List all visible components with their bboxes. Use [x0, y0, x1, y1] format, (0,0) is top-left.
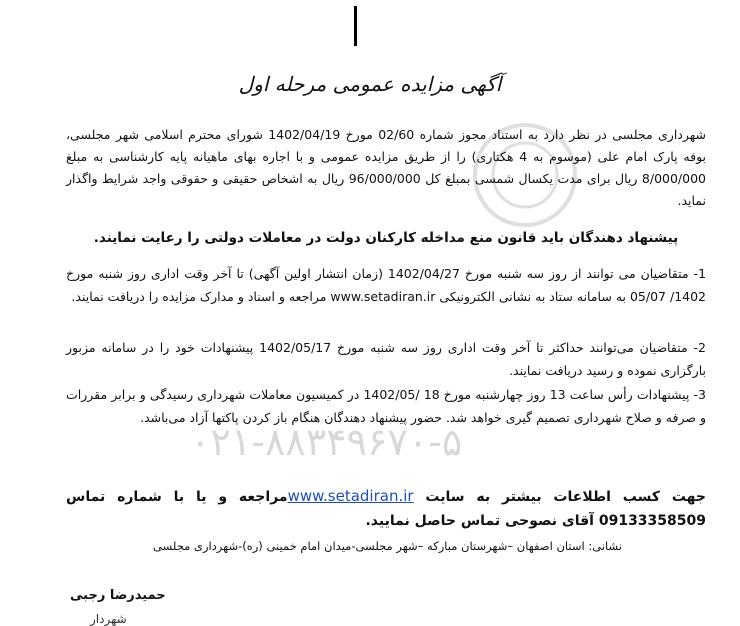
contact-text-before: جهت کسب اطلاعات بیشتر به سایت	[413, 489, 706, 505]
contact-paragraph	[66, 484, 706, 533]
condition-item-3: 3- پیشنهادات رأس ساعت 13 روز چهارشنبه مورخ 18 /1402/05 در کمیسیون معاملات شهرداری رسیدگی و برابر مقررات و صرفه و صلاح شهرداری تصمیم گیری خواهد شد. حضور پیشنهاد دهندگان هنگام باز کردن پاکتها آزاد می‌باشد.	[66, 387, 706, 425]
address-line: نشانی: استان اصفهان –شهرستان مبارکه –شهر مجلسی-میدان امام خمینی (ره)-شهرداری مجلسی	[153, 539, 622, 553]
notice-title: آگهی مزایده عمومی مرحله اول	[238, 72, 502, 96]
contact-text-after: مراجعه و یا با شماره تماس 09133358509 آقای نصوحی تماس حاصل نمایید.	[66, 489, 706, 529]
watermark-phone: ۰۲۱-۸۸۳۴۹۶۷۰-۵	[190, 420, 463, 464]
condition-item-1: 1- متقاضیان می توانند از روز سه شنبه مورخ 1402/04/27 (زمان انتشار اولین آگهی) تا آخر وقت اداری روز شنبه مورخ 1402/ 05/07 به سامانه ستاد به نشانی الکترونیکی www.setadiran.ir مراجعه و اسناد و مدارک مزایده را دریافت نمایند.	[66, 266, 707, 304]
signer-name: حمیدرضا رجبی	[70, 588, 166, 603]
setadiran-link[interactable]: www.setadiran.ir	[287, 487, 414, 505]
signer-title: شهردار	[90, 612, 127, 626]
condition-item-2: 2- متقاضیان می‌توانند حداکثر تا آخر وقت اداری روز سه شنبه مورخ 1402/05/17 پیشنهادات خود را در سامانه مزبور بارگزاری نموده و رسید دریافت نمایند.	[66, 340, 706, 378]
regulation-note: پیشنهاد دهندگان باید قانون منع مداخله کارکنان دولت در معاملات دولتی را رعایت نمایند.	[93, 230, 679, 246]
intro-paragraph: شهرداری مجلسی در نظر دارد به استناد مجوز شماره 02/60 مورخ 1402/04/19 شورای محترم اسلامی شهر مجلسی، بوفه پارک امام علی (موسوم به 4 هکتاری) را از طریق مزایده عمومی و با اجاره بهای ماهیانه پایه کارشناسی به مبلغ 8/000/000 ریال برای مدت یکسال شمسی بمبلغ کل 96/000/000 ریال به اشخاص حقیقی و حقوقی واجد شرایط واگذار نماید.	[66, 127, 706, 208]
vertical-rule	[354, 6, 357, 46]
